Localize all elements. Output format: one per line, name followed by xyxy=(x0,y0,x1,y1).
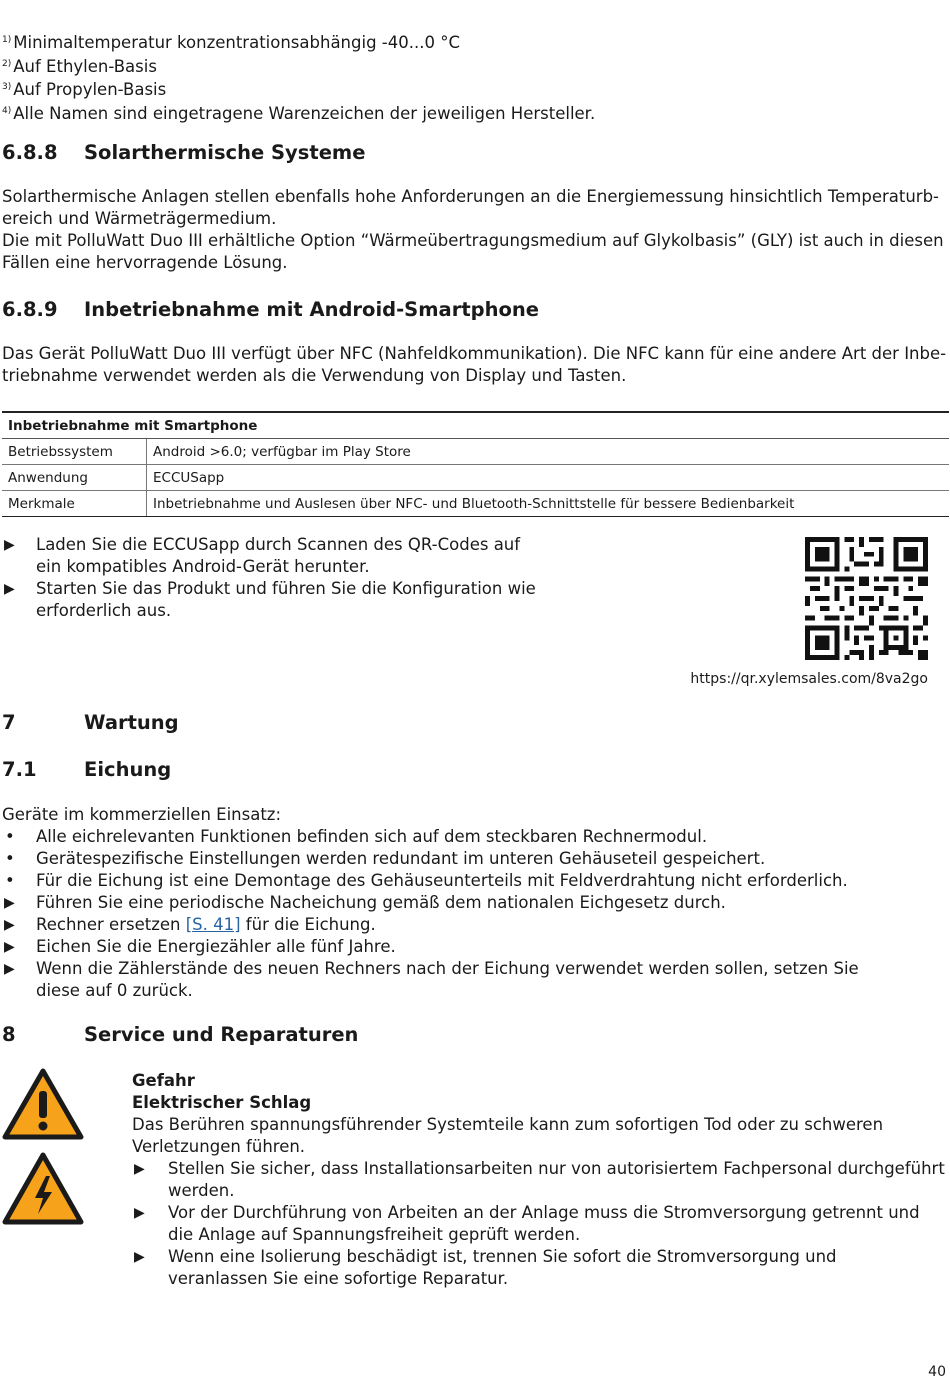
danger-notice xyxy=(132,1070,948,1290)
nfc-paragraph xyxy=(2,343,948,387)
step-text: für die Eichung. xyxy=(240,915,376,934)
danger-step xyxy=(132,1202,948,1246)
solar-paragraph xyxy=(2,186,948,274)
section-title: Inbetriebnahme mit Android-Smartphone xyxy=(84,298,539,321)
paragraph-line: Solarthermische Anlagen stellen ebenfalls hohe Anforderungen an die Energiemessung hinsichtlich Temperaturb- xyxy=(2,187,940,206)
section-number: 7 xyxy=(2,711,16,734)
section-number: 7.1 xyxy=(2,758,37,781)
paragraph-line: Die mit PolluWatt Duo III erhältliche Option “Wärmeübertragungsmedium auf Glykolbasis” (GLY) ist auch in diesen xyxy=(2,231,944,250)
qr-url[interactable]: https://qr.xylemsales.com/8va2go xyxy=(690,671,928,687)
electric-shock-warning-icon xyxy=(2,1152,84,1225)
step-line: Stellen Sie sicher, dass Installationsarbeiten nur von autorisiertem Fachpersonal durchgeführt xyxy=(168,1159,945,1178)
step-item xyxy=(2,958,948,1002)
table-cell-value: Inbetriebnahme und Auslesen über NFC- und Bluetooth-Schnittstelle für bessere Bedienbarkeit xyxy=(147,491,950,517)
danger-type: Elektrischer Schlag xyxy=(132,1093,312,1112)
bullet-text: Für die Eichung ist eine Demontage des Gehäuseunterteils mit Feldverdrahtung nicht erforderlich. xyxy=(36,871,848,890)
bullet-item xyxy=(2,870,948,892)
step-arrow-icon: ▶ xyxy=(4,939,15,955)
section-heading-7-1 xyxy=(2,758,171,782)
step-line: Laden Sie die ECCUSapp durch Scannen des QR-Codes auf xyxy=(36,535,521,554)
footnote-mark: 4) xyxy=(2,106,12,117)
smartphone-table xyxy=(2,411,949,517)
section-title: Solarthermische Systeme xyxy=(84,141,366,164)
section-heading-8 xyxy=(2,1023,358,1047)
step-line: erforderlich aus. xyxy=(36,601,172,620)
step-arrow-icon: ▶ xyxy=(4,961,15,977)
table-cell-label: Betriebssystem xyxy=(2,439,147,465)
paragraph-line: ereich und Wärmeträgermedium. xyxy=(2,209,277,228)
section-number: 8 xyxy=(2,1023,16,1046)
danger-step xyxy=(132,1158,948,1202)
table-cell-value: ECCUSapp xyxy=(147,465,950,491)
step-item xyxy=(2,936,948,958)
table-header-row xyxy=(2,412,949,439)
step-arrow-icon: ▶ xyxy=(134,1205,145,1221)
section-heading-6-8-9 xyxy=(2,298,539,322)
section-number: 6.8.9 xyxy=(2,298,58,321)
step-line: Vor der Durchführung von Arbeiten an der Anlage muss die Stromversorgung getrennt und xyxy=(168,1203,920,1222)
footnote xyxy=(2,54,595,78)
danger-text: Verletzungen führen. xyxy=(132,1137,306,1156)
footnote-mark: 1) xyxy=(2,35,12,45)
step-arrow-icon: ▶ xyxy=(4,537,15,553)
calibration-content xyxy=(2,804,948,1002)
footnote-text: Auf Ethylen-Basis xyxy=(13,56,157,76)
footnote-text: Auf Propylen-Basis xyxy=(13,80,167,100)
danger-text: Das Berühren spannungsführender Systemteile kann zum sofortigen Tod oder zu schweren xyxy=(132,1115,884,1134)
footnote xyxy=(2,77,595,101)
step-line: Wenn die Zählerstände des neuen Rechners nach der Eichung verwendet werden sollen, setzen Sie xyxy=(36,959,859,978)
step-arrow-icon: ▶ xyxy=(4,581,15,597)
step-line: Wenn eine Isolierung beschädigt ist, trennen Sie sofort die Stromversorgung und xyxy=(168,1247,837,1266)
section-title: Service und Reparaturen xyxy=(84,1023,359,1046)
footnote-mark: 2) xyxy=(2,58,12,69)
section-title: Eichung xyxy=(84,758,172,781)
section-heading-6-8-8 xyxy=(2,141,365,165)
footnote xyxy=(2,101,595,125)
step-arrow-icon: ▶ xyxy=(134,1249,145,1265)
bullet-text: Gerätespezifische Einstellungen werden redundant im unteren Gehäuseteil gespeichert. xyxy=(36,849,766,868)
intro-text: Geräte im kommerziellen Einsatz: xyxy=(2,805,282,824)
footnote-text: Alle Namen sind eingetragene Warenzeichen der jeweiligen Hersteller. xyxy=(13,104,596,124)
section-number: 6.8.8 xyxy=(2,141,58,164)
bullet-dot-icon: • xyxy=(5,849,15,868)
table-cell-value: Android >6.0; verfügbar im Play Store xyxy=(147,439,950,465)
page-number: 40 xyxy=(928,1364,946,1380)
step-line: ein kompatibles Android-Gerät herunter. xyxy=(36,557,370,576)
table-row xyxy=(2,491,949,517)
danger-step xyxy=(132,1246,948,1290)
footnote xyxy=(2,30,595,54)
paragraph-line: Das Gerät PolluWatt Duo III verfügt über NFC (Nahfeldkommunikation). Die NFC kann für eine andere Art der Inbe- xyxy=(2,344,947,363)
step-item xyxy=(2,534,602,578)
step-line: die Anlage auf Spannungsfreiheit geprüft werden. xyxy=(168,1225,581,1244)
page-reference-link[interactable]: [S. 41] xyxy=(185,915,241,934)
step-arrow-icon: ▶ xyxy=(4,895,15,911)
step-arrow-icon: ▶ xyxy=(134,1161,145,1177)
bullet-dot-icon: • xyxy=(5,871,15,890)
table-row xyxy=(2,465,949,491)
app-steps xyxy=(2,534,602,622)
section-title: Wartung xyxy=(84,711,179,734)
paragraph-line: triebnahme verwendet werden als die Verwendung von Display und Tasten. xyxy=(2,366,627,385)
step-text: Führen Sie eine periodische Nacheichung gemäß dem nationalen Eichgesetz durch. xyxy=(36,893,726,912)
footnotes xyxy=(2,30,595,125)
bullet-text: Alle eichrelevanten Funktionen befinden sich auf dem steckbaren Rechnermodul. xyxy=(36,827,708,846)
table-cell-label: Anwendung xyxy=(2,465,147,491)
step-line: Starten Sie das Produkt und führen Sie die Konfiguration wie xyxy=(36,579,536,598)
step-text: Eichen Sie die Energiezähler alle fünf Jahre. xyxy=(36,937,396,956)
bullet-dot-icon: • xyxy=(5,827,15,846)
step-text: Rechner ersetzen xyxy=(36,915,181,934)
step-item xyxy=(2,892,948,914)
table-row xyxy=(2,439,949,465)
section-heading-7 xyxy=(2,711,179,735)
step-line: werden. xyxy=(168,1181,235,1200)
qr-code-icon xyxy=(805,536,928,661)
bullet-item xyxy=(2,826,948,848)
table-cell-label: Merkmale xyxy=(2,491,147,517)
step-item xyxy=(2,578,602,622)
paragraph-line: Fällen eine hervorragende Lösung. xyxy=(2,253,288,272)
step-arrow-icon: ▶ xyxy=(4,917,15,933)
bullet-item xyxy=(2,848,948,870)
step-item xyxy=(2,914,948,936)
footnote-text: Minimaltemperatur konzentrationsabhängig -40...0 °C xyxy=(13,33,460,52)
step-line: veranlassen Sie eine sofortige Reparatur. xyxy=(168,1269,509,1288)
step-line: diese auf 0 zurück. xyxy=(36,981,193,1000)
footnote-mark: 3) xyxy=(2,82,12,93)
table-header: Inbetriebnahme mit Smartphone xyxy=(2,412,949,439)
general-warning-icon xyxy=(2,1068,84,1140)
danger-level: Gefahr xyxy=(132,1071,195,1090)
